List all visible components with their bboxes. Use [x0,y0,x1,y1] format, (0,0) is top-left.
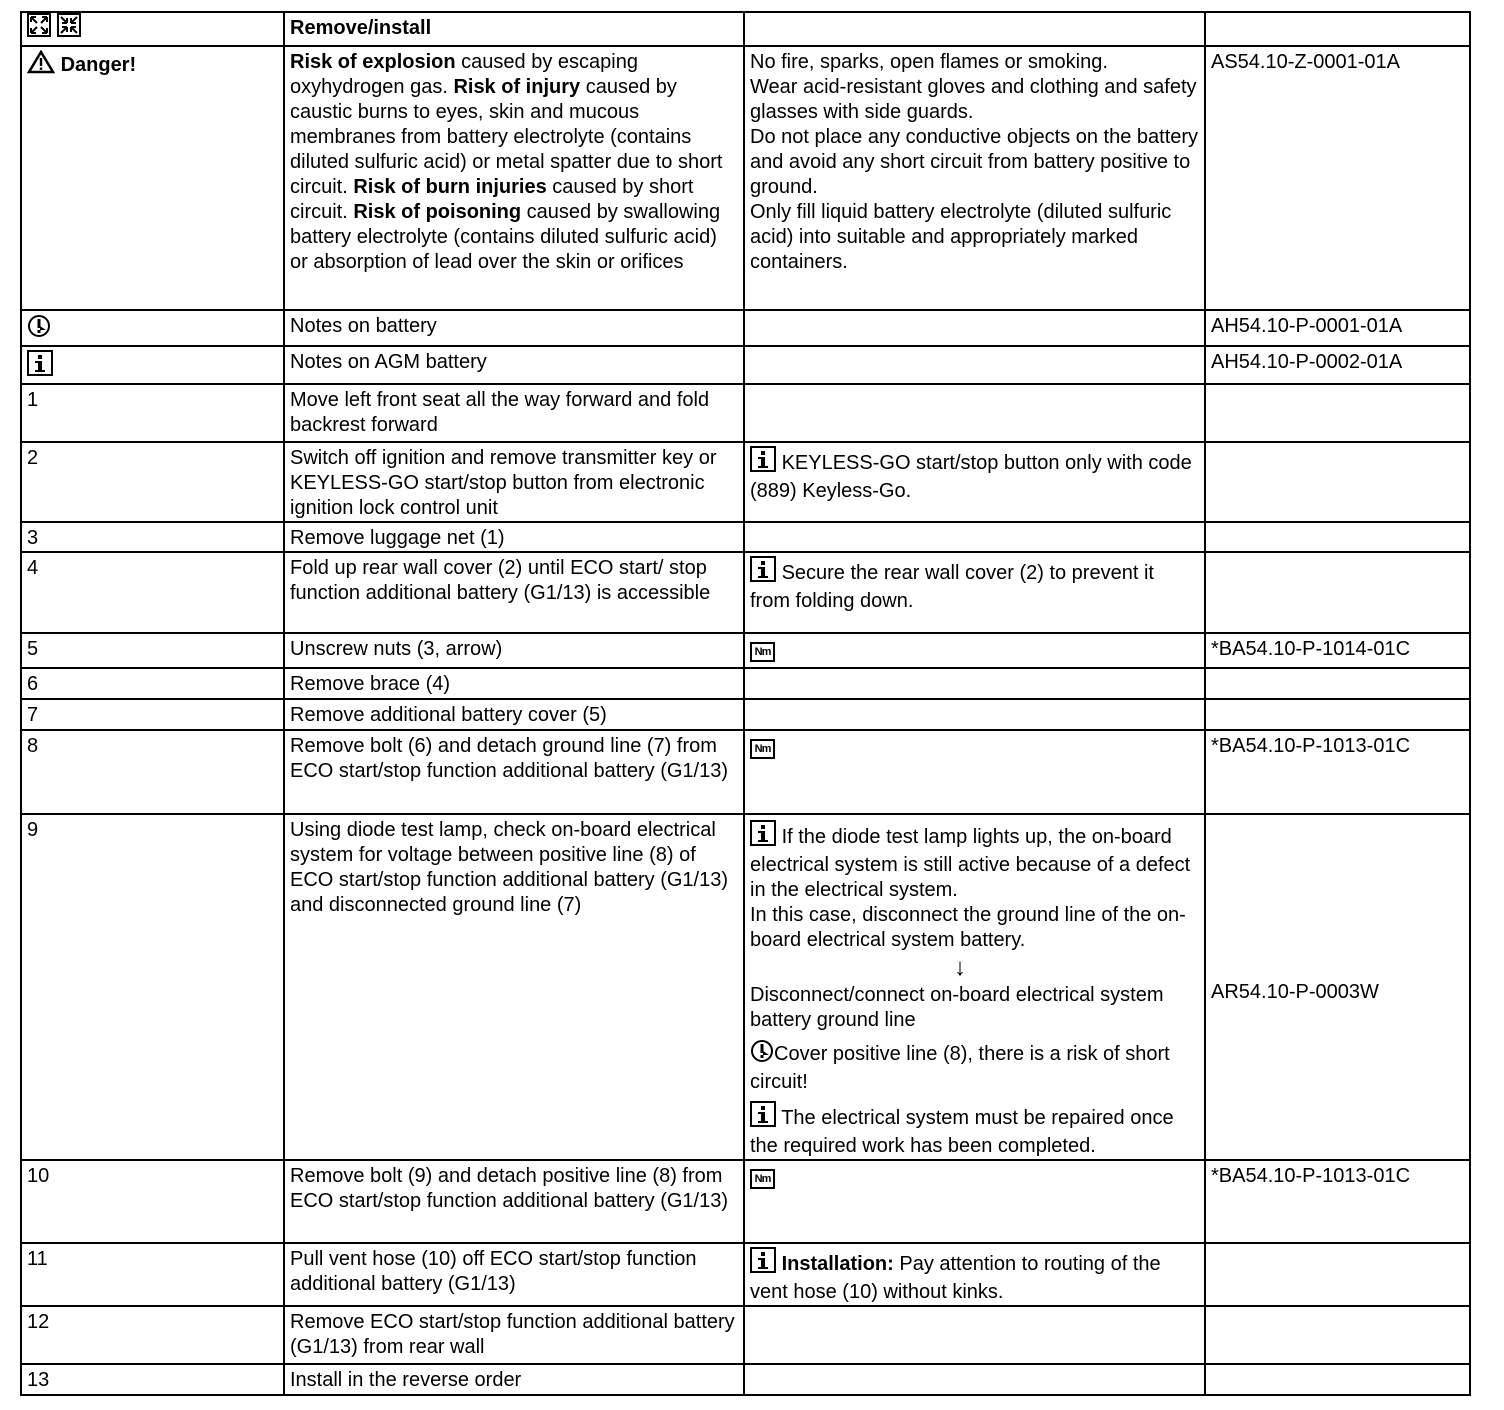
step-row [21,552,1470,633]
step-ref-empty [1205,1243,1470,1306]
step-ref-empty [1205,1306,1470,1364]
step-ref-empty [1205,384,1470,442]
step-text: Move left front seat all the way forward and fold backrest forward [284,384,744,442]
notes-battery-ref-link[interactable]: AH54.10-P-0001-01A [1205,310,1470,346]
step-number: 9 [21,814,284,1160]
torque-cell [744,730,1205,814]
installation-label: Installation: [781,1253,894,1275]
danger-label: Danger! [60,54,137,76]
measure-no-fire: No fire, sparks, open flames or smoking. [750,51,1108,73]
step-ref-link[interactable]: *BA54.10-P-1013-01C [1205,730,1470,814]
risk-explosion-heading: Risk of explosion [290,51,456,73]
step-row [21,1364,1470,1395]
measure-electrolyte: Only fill liquid battery electrolyte (diluted sulfuric acid) into suitable and appropriately marked containers. [750,201,1172,273]
caution-icon [750,1039,774,1070]
info-icon [750,1101,776,1134]
caution-icon [27,314,51,345]
step-text: Switch off ignition and remove transmitter key or KEYLESS-GO start/stop button from electronic ignition lock control unit [284,442,744,522]
step-note-empty [744,522,1205,552]
measure-gloves: Wear acid-resistant gloves and clothing and safety glasses with side guards. [750,76,1197,123]
step-note-empty [744,1364,1205,1395]
step-text: Unscrew nuts (3, arrow) [284,633,744,668]
header-row [21,12,1470,46]
repair-note-text: The electrical system must be repaired once the required work has been completed. [750,1107,1174,1157]
notes-battery-icon-cell [21,310,284,346]
step-note-text: Pay attention to routing of the vent hose (10) without kinks. [750,1253,1161,1303]
measure-no-conductive: Do not place any conductive objects on the battery and avoid any short circuit from battery positive to ground. [750,126,1199,198]
header-icons-cell [21,12,284,46]
step-text: Fold up rear wall cover (2) until ECO start/ stop function additional battery (G1/13) is accessible [284,552,744,633]
step-note [744,814,1205,1160]
notes-agm-text: Notes on AGM battery [284,346,744,384]
caution-note [750,1039,1199,1095]
down-arrow-icon: ↓ [954,954,966,981]
collapse-icon[interactable] [57,13,81,44]
expand-icon[interactable] [27,13,51,44]
step-row [21,668,1470,699]
step-text: Remove luggage net (1) [284,522,744,552]
step-ref-empty [1205,552,1470,633]
info-icon [750,446,776,479]
torque-cell [744,1160,1205,1243]
step-number: 6 [21,668,284,699]
step-row [21,814,1470,1160]
header-ref-cell [1205,12,1470,46]
notes-agm-empty [744,346,1205,384]
torque-cell [744,633,1205,668]
step-ref-empty [1205,668,1470,699]
step-number: 1 [21,384,284,442]
step-number: 10 [21,1160,284,1243]
step-number: 2 [21,442,284,522]
step-row [21,730,1470,814]
header-title: Remove/install [284,12,744,46]
step-note-text: Secure the rear wall cover (2) to prevent it from folding down. [750,562,1154,612]
step-number: 4 [21,552,284,633]
step-row [21,522,1470,552]
step-number: 13 [21,1364,284,1395]
step-text: Pull vent hose (10) off ECO start/stop function additional battery (G1/13) [284,1243,744,1306]
notes-battery-text: Notes on battery [284,310,744,346]
notes-battery-row [21,310,1470,346]
step-ref-empty [1205,442,1470,522]
step-ref-empty [1205,522,1470,552]
step-number: 11 [21,1243,284,1306]
torque-icon[interactable]: Nm [750,739,775,759]
step-number: 8 [21,730,284,814]
step-row [21,699,1470,730]
notes-agm-ref-link[interactable]: AH54.10-P-0002-01A [1205,346,1470,384]
work-instruction-document [20,11,1463,1404]
step-number: 12 [21,1306,284,1364]
torque-icon[interactable]: Nm [750,1169,775,1189]
step-text: Remove additional battery cover (5) [284,699,744,730]
step-row [21,384,1470,442]
step-note [744,442,1205,522]
step-row [21,633,1470,668]
danger-label-cell [21,46,284,310]
step-row [21,1306,1470,1364]
risk-poisoning-heading: Risk of poisoning [353,201,522,223]
step-ref-link[interactable]: *BA54.10-P-1014-01C [1205,633,1470,668]
step-ref-cell [1205,814,1470,1160]
step-row [21,1160,1470,1243]
step-note-empty [744,1306,1205,1364]
step-note-empty [744,668,1205,699]
info-icon [750,556,776,589]
step-text: Remove bolt (9) and detach positive line (8) from ECO start/stop function additional battery (G1/13) [284,1160,744,1243]
step-number: 5 [21,633,284,668]
repair-note [750,1101,1199,1159]
danger-risks-cell [284,46,744,310]
step-note-empty [744,384,1205,442]
step-note [744,1243,1205,1306]
notes-agm-row [21,346,1470,384]
danger-row [21,46,1470,310]
risk-injury-heading: Risk of injury [453,76,581,98]
step-note-empty [744,699,1205,730]
notes-agm-icon-cell [21,346,284,384]
step-ref-empty [1205,1364,1470,1395]
risk-burn-heading: Risk of burn injuries [353,176,547,198]
step-text: Remove brace (4) [284,668,744,699]
diode-note [750,820,1199,903]
step-number: 7 [21,699,284,730]
info-icon [750,1247,776,1280]
procedure-table [20,11,1471,1396]
step-row [21,1243,1470,1306]
danger-measures-cell [744,46,1205,310]
notes-battery-empty [744,310,1205,346]
step-number: 3 [21,522,284,552]
disconnect-note-text: In this case, disconnect the ground line of the on-board electrical system battery. [750,904,1186,951]
step-text: Using diode test lamp, check on-board electrical system for voltage between positive line (8) of ECO start/stop function additional battery (G1/13) and disconnected ground line (7) [284,814,744,1160]
step-ref-link[interactable]: *BA54.10-P-1013-01C [1205,1160,1470,1243]
step-ref-link[interactable]: AR54.10-P-0003W [1211,981,1379,1003]
info-icon [27,350,53,383]
info-icon [750,820,776,853]
risk-poisoning-text: caused by swallowing battery electrolyte (contains diluted sulfuric acid) or absorption of lead over the skin or orifices [290,201,721,273]
warning-triangle-icon [27,50,55,81]
risk-explosion-text: caused by escaping oxyhydrogen gas. [290,51,638,98]
caution-note-text: Cover positive line (8), there is a risk of short circuit! [750,1043,1170,1093]
header-empty-cell [744,12,1205,46]
risk-injury-text: caused by caustic burns to eyes, skin and mucous membranes from battery electrolyte (contains diluted sulfuric acid) or metal spatter due to short circuit. [290,76,723,198]
step-row [21,442,1470,522]
ground-line-link[interactable]: Disconnect/connect on-board electrical system battery ground line [750,984,1164,1031]
step-note [744,552,1205,633]
step-ref-empty [1205,699,1470,730]
danger-ref-link[interactable]: AS54.10-Z-0001-01A [1205,46,1470,310]
step-note-text: KEYLESS-GO start/stop button only with code (889) Keyless-Go. [750,452,1192,502]
risk-burn-text: caused by short circuit. [290,176,694,223]
step-text: Install in the reverse order [284,1364,744,1395]
torque-icon[interactable]: Nm [750,642,775,662]
step-text: Remove bolt (6) and detach ground line (7) from ECO start/stop function additional battery (G1/13) [284,730,744,814]
step-text: Remove ECO start/stop function additional battery (G1/13) from rear wall [284,1306,744,1364]
diode-note-text: If the diode test lamp lights up, the on-board electrical system is still active because of a defect in the electrical system. [750,826,1191,901]
